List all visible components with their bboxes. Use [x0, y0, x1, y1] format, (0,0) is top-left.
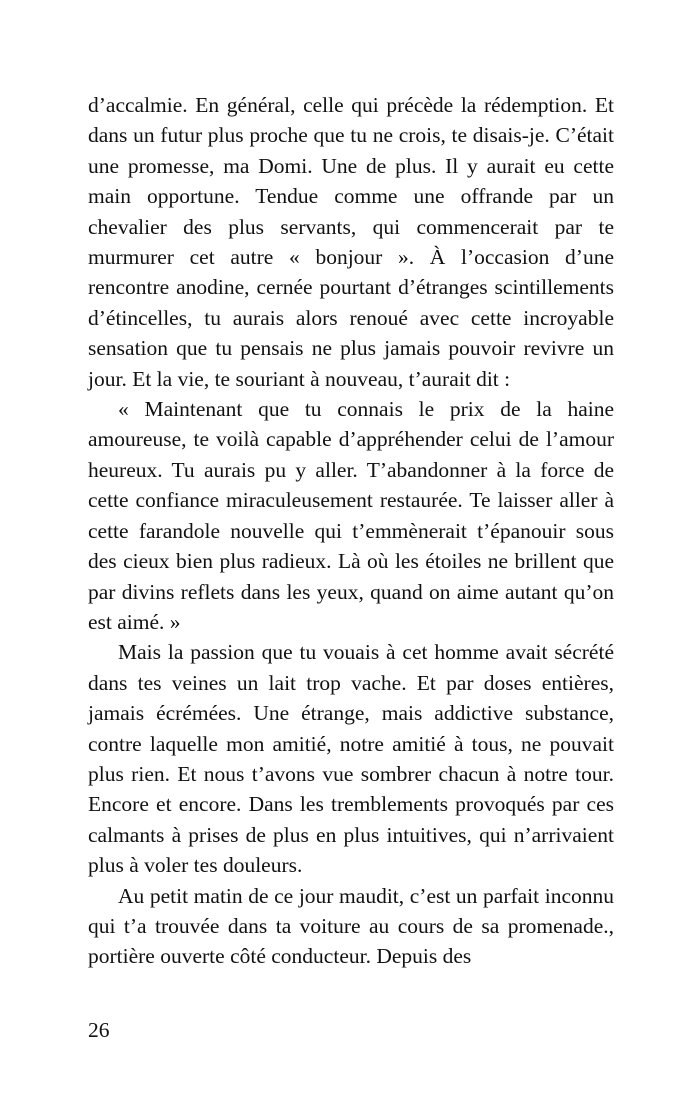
- paragraph-morning: Au petit matin de ce jour maudit, c’est un parfait inconnu qui t’a trouvée dans ta voiture au cours de sa promenade., portière ouverte côté conducteur. Depuis des: [88, 883, 614, 969]
- body-text: [88, 90, 614, 972]
- paragraph-passion: Mais la passion que tu vouais à cet homme avait sécrété dans tes veines un lait trop vache. Et par doses entières, jamais écrémées. Une étrange, mais addictive substance, contre laquelle mon amitié, notre amitié à tous, ne pouvait plus rien. Et nous t’avons vue sombrer chacun à notre tour. Encore et encore. Dans les tremblements provoqués par ces calmants à prises de plus en plus intuitives, qui n’arrivaient plus à voler tes douleurs.: [88, 640, 614, 878]
- paragraph-continuation: d’accalmie. En général, celle qui précède la rédemption. Et dans un futur plus proche que tu ne crois, te disais-je. C’était une promesse, ma Domi. Une de plus. Il y aurait eu cette main opportune. Tendue comme une offrande par un chevalier des plus servants, qui commencerait par te murmurer cet autre « bonjour ». À l’occasion d’une rencontre anodine, cernée pourtant d’étranges scintillements d’étincelles, tu aurais alors renoué avec cette incroyable sensation que tu pensais ne plus jamais pouvoir revivre un jour. Et la vie, te souriant à nouveau, t’aurait dit :: [88, 93, 614, 391]
- paragraph-quote: « Maintenant que tu connais le prix de la haine amoureuse, te voilà capable d’appréhender celui de l’amour heureux. Tu aurais pu y aller. T’abandonner à la force de cette confiance miraculeusement restaurée. Te laisser aller à cette farandole nouvelle qui t’emmènerait t’épanouir sous des cieux bien plus radieux. Là où les étoiles ne brillent que par divins reflets dans les yeux, quand on aime autant qu’on est aimé. »: [88, 397, 614, 634]
- page-number: 26: [88, 1018, 110, 1042]
